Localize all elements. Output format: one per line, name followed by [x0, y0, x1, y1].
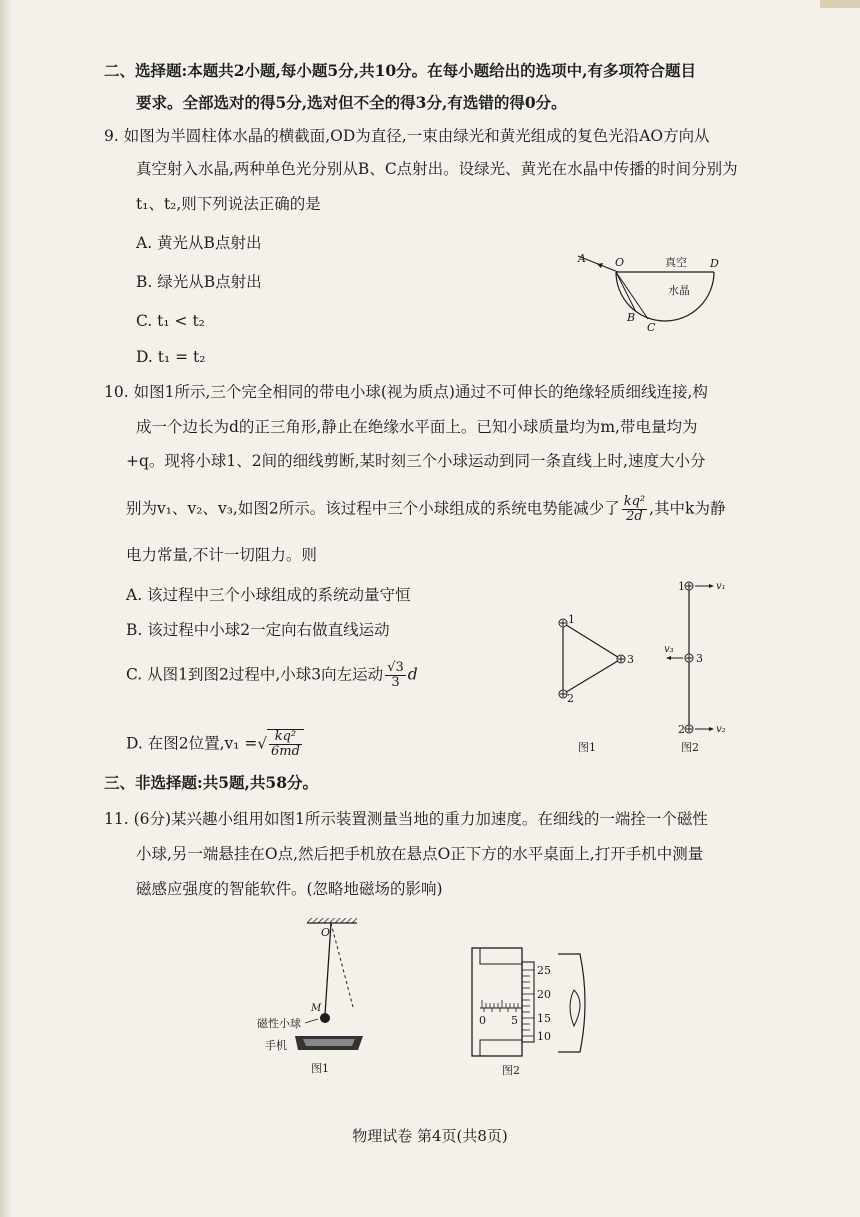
fig1-label-1: 1: [568, 613, 575, 626]
sqrt-icon: √: [257, 734, 267, 753]
q11-stem-line1: 11. (6分)某兴趣小组用如图1所示装置测量当地的重力加速度。在细线的一端拴一个磁性: [104, 810, 708, 828]
page-footer: 物理试卷 第4页(共8页): [352, 1127, 508, 1145]
q10-stem-line4-tail: ,其中k为静: [649, 499, 726, 518]
fig2-caption: 图2: [681, 741, 699, 754]
q9-option-b: B. 绿光从B点射出: [136, 273, 262, 291]
q10-option-d-text: D. 在图2位置,v₁ =: [126, 734, 258, 753]
ceiling-hatch: [307, 918, 357, 923]
label-b: B: [627, 311, 636, 324]
label-o: O: [615, 256, 625, 269]
fig1-label-2: 2: [567, 692, 574, 705]
ray-ob: [616, 272, 636, 312]
q10-stem-line1: 10. 如图1所示,三个完全相同的带电小球(视为质点)通过不可伸长的绝缘轻质细线连接,构: [104, 383, 708, 401]
q10-stem-line4: [126, 495, 725, 524]
label-a: A: [578, 252, 586, 265]
fig2-ball-1: [685, 582, 693, 590]
scan-edge-shadow: [0, 0, 12, 1217]
phone-screen: [303, 1039, 355, 1046]
fig2-label-v3: v₃: [664, 644, 674, 655]
sleeve-scale-ticks: [482, 1000, 518, 1012]
sleeve-label-5: 5: [511, 1014, 518, 1027]
fig1-ball-2: [559, 690, 567, 698]
q10-option-c-numerator: √3: [387, 660, 404, 675]
q10-option-c-denominator: 3: [391, 675, 400, 690]
label-m: M: [311, 1003, 322, 1014]
thimble-knurl: [558, 954, 585, 1052]
fig2-ball-2: [685, 725, 693, 733]
q10-figures: [545, 576, 745, 761]
label-d: D: [710, 257, 719, 270]
q11-micrometer-figure: [440, 940, 620, 1080]
section2-line2: 要求。全部选对的得5分,选对但不全的得3分,有选错的得0分。: [136, 93, 567, 112]
thimble-label-25: 25: [537, 964, 551, 977]
section2-line1: 二、选择题:本题共2小题,每小题5分,共10分。在每小题给出的选项中,有多项符合题目: [104, 61, 697, 80]
fig1-string-13: [563, 623, 621, 659]
q10-option-c-text: C. 从图1到图2过程中,小球3向左运动: [126, 665, 384, 684]
section3-title: 三、非选择题:共5题,共58分。: [104, 773, 318, 792]
scan-corner-mark: [820, 0, 860, 8]
label-o: O: [321, 926, 331, 939]
q9-option-a: A. 黄光从B点射出: [136, 234, 262, 252]
fig1-label-3: 3: [627, 653, 634, 666]
fig1-ball-3: [617, 655, 625, 663]
q11-stem-line2: 小球,另一端悬挂在O点,然后把手机放在悬点O正下方的水平桌面上,打开手机中测量: [136, 845, 704, 863]
thimble-scale-ticks: [522, 970, 534, 1036]
pendulum-swing-dashed: [331, 923, 353, 1007]
q10-energy-denominator: 2d: [626, 509, 643, 524]
thimble-label-10: 10: [537, 1030, 551, 1043]
label-phone: 手机: [265, 1039, 287, 1052]
q10-stem-line4-head: 别为v₁、v₂、v₃,如图2所示。该过程中三个小球组成的系统电势能减少了: [126, 499, 620, 518]
thimble-curve: [570, 990, 580, 1026]
arrow-left-icon: [666, 656, 671, 660]
fig2-label-v2: v₂: [716, 724, 726, 735]
q10-option-d-radicand: [267, 729, 304, 759]
ball-pointer-line: [305, 1019, 318, 1023]
q10-stem-line2: 成一个边长为d的正三角形,静止在绝缘水平面上。已知小球质量均为m,带电量均为: [136, 418, 698, 436]
thimble-label-20: 20: [537, 988, 551, 1001]
q10-option-d: [126, 729, 304, 759]
fig1-string-23: [563, 659, 621, 694]
arrow-right-icon: [709, 584, 714, 588]
label-vacuum: 真空: [665, 256, 687, 269]
fig2-label-2: 2: [678, 723, 685, 736]
q10-option-d-denominator: 6md: [270, 744, 300, 759]
q10-energy-fraction: [622, 495, 647, 524]
label-c: C: [647, 321, 656, 334]
q11-pendulum-figure: [255, 912, 375, 1082]
q10-option-c-unit: d: [407, 665, 418, 684]
q10-option-b: B. 该过程中小球2一定向右做直线运动: [126, 621, 390, 639]
sleeve-label-0: 0: [479, 1014, 486, 1027]
arrow-right-icon: [709, 727, 714, 731]
q9-stem-line2: 真空射入水晶,两种单色光分别从B、C点射出。设绿光、黄光在水晶中传播的时间分别为: [136, 160, 738, 178]
q9-crystal-figure: [570, 250, 730, 340]
fig2-caption: 图2: [502, 1064, 520, 1077]
fig2-label-1: 1: [678, 580, 685, 593]
q10-option-c: [126, 661, 418, 690]
q10-option-a: A. 该过程中三个小球组成的系统动量守恒: [126, 586, 411, 604]
micrometer-bottom-band: [480, 1040, 522, 1056]
fig1-caption: 图1: [578, 741, 596, 754]
fig2-label-v1: v₁: [716, 581, 726, 592]
q10-stem-line5: 电力常量,不计一切阻力。则: [126, 546, 317, 564]
fig1-caption: 图1: [311, 1062, 329, 1075]
q11-stem-line3: 磁感应强度的智能软件。(忽略地磁场的影响): [136, 880, 443, 898]
q10-option-d-numerator: kq²: [269, 730, 302, 745]
magnetic-ball: [320, 1013, 330, 1023]
q9-option-d: D. t₁ = t₂: [136, 348, 206, 366]
q10-option-d-fraction: [269, 730, 302, 759]
label-crystal: 水晶: [668, 284, 690, 297]
q9-option-c: C. t₁ < t₂: [136, 312, 205, 330]
fig1-ball-1: [559, 619, 567, 627]
thimble-label-15: 15: [537, 1012, 551, 1025]
q9-stem-line3: t₁、t₂,则下列说法正确的是: [136, 195, 321, 213]
fig2-ball-3: [685, 654, 693, 662]
q10-option-c-fraction: [385, 661, 406, 690]
label-magnetic-ball: 磁性小球: [257, 1017, 301, 1030]
q9-stem-line1: 9. 如图为半圆柱体水晶的横截面,OD为直径,一束由绿光和黄光组成的复色光沿AO方向从: [104, 127, 710, 145]
micrometer-top-band: [480, 948, 522, 964]
fig2-label-3: 3: [696, 652, 703, 665]
q10-stem-line3: +q。现将小球1、2间的细线剪断,某时刻三个小球运动到同一条直线上时,速度大小分: [126, 452, 706, 470]
q10-energy-numerator: kq²: [623, 494, 646, 509]
